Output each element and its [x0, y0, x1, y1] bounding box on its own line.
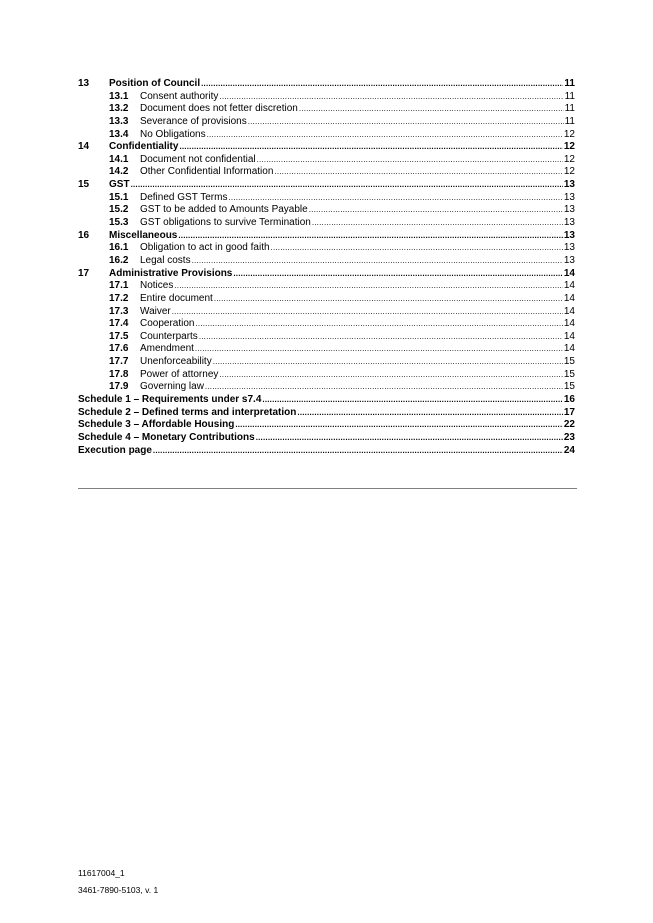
toc-entry-page: 12 — [563, 153, 575, 165]
table-of-contents — [78, 78, 575, 457]
toc-entry-page: 15 — [563, 356, 575, 368]
dot-leader — [233, 268, 563, 281]
toc-entry-page: 11 — [564, 90, 575, 102]
toc-subsection-16-2[interactable] — [78, 255, 575, 268]
toc-entry-number: 17.1 — [109, 280, 129, 292]
toc-entry-page: 13 — [563, 254, 575, 266]
toc-entry-page: 15 — [563, 368, 575, 380]
dot-leader — [219, 91, 563, 104]
toc-subsection-15-3[interactable] — [78, 217, 575, 230]
toc-entry-page: 12 — [563, 166, 575, 178]
horizontal-rule — [78, 488, 577, 489]
toc-entry-title: Notices — [140, 280, 174, 292]
toc-entry-title: No Obligations — [140, 128, 206, 140]
toc-subsection-17-7[interactable] — [78, 356, 575, 369]
dot-leader — [297, 407, 562, 420]
toc-entry-number: 17.2 — [109, 292, 129, 304]
toc-entry-page: 14 — [563, 305, 575, 317]
dot-leader — [201, 78, 563, 91]
toc-entry-title: Entire document — [140, 292, 213, 304]
dot-leader — [312, 217, 563, 230]
dot-leader — [256, 432, 563, 445]
toc-subsection-17-2[interactable] — [78, 293, 575, 306]
toc-entry-page: 13 — [563, 179, 575, 191]
dot-leader — [219, 369, 563, 382]
toc-entry-title: Obligation to act in good faith — [140, 242, 270, 254]
toc-schedule-1[interactable] — [78, 394, 575, 407]
toc-entry-page: 11 — [564, 78, 575, 89]
toc-entry-number: 16 — [78, 229, 90, 241]
toc-entry-number: 17.5 — [109, 330, 129, 342]
toc-entry-title: Schedule 2 – Defined terms and interpretation — [78, 406, 297, 418]
toc-entry-page: 11 — [564, 115, 575, 127]
toc-entry-title: GST to be added to Amounts Payable — [140, 204, 308, 216]
dot-leader — [235, 419, 563, 432]
toc-entry-number: 15.2 — [109, 204, 129, 216]
dot-leader — [228, 192, 562, 205]
toc-entry-title: Severance of provisions — [140, 115, 247, 127]
toc-section-14[interactable] — [78, 141, 575, 154]
dot-leader — [299, 103, 564, 116]
toc-entry-number: 15.1 — [109, 191, 129, 203]
toc-entry-title: Cooperation — [140, 318, 195, 330]
footer-reference: 3461-7890-5103, v. 1 — [78, 885, 159, 895]
toc-subsection-17-4[interactable] — [78, 318, 575, 331]
toc-entry-page: 14 — [563, 330, 575, 342]
toc-entry-title: Confidentiality — [109, 141, 179, 153]
toc-subsection-13-1[interactable] — [78, 91, 575, 104]
toc-entry-page: 15 — [563, 381, 575, 393]
dot-leader — [271, 242, 563, 255]
toc-subsection-14-2[interactable] — [78, 166, 575, 179]
toc-entry-page: 13 — [563, 204, 575, 216]
dot-leader — [174, 280, 563, 293]
toc-entry-title: Unenforceability — [140, 356, 212, 368]
toc-entry-page: 14 — [563, 280, 575, 292]
toc-entry-page: 24 — [563, 444, 575, 456]
dot-leader — [213, 356, 563, 369]
toc-entry-number: 14.2 — [109, 166, 129, 178]
dot-leader — [172, 306, 563, 319]
dot-leader — [274, 166, 562, 179]
toc-entry-number: 15 — [78, 179, 90, 191]
toc-entry-page: 13 — [563, 229, 575, 241]
toc-schedule-2[interactable] — [78, 407, 575, 420]
toc-subsection-15-2[interactable] — [78, 204, 575, 217]
toc-schedule-3[interactable] — [78, 419, 575, 432]
toc-entry-number: 17.7 — [109, 356, 129, 368]
toc-subsection-17-9[interactable] — [78, 381, 575, 394]
toc-entry-number: 13.2 — [109, 103, 129, 115]
toc-subsection-17-5[interactable] — [78, 331, 575, 344]
toc-subsection-17-3[interactable] — [78, 306, 575, 319]
toc-section-13[interactable] — [78, 78, 575, 91]
dot-leader — [179, 141, 562, 154]
toc-entry-number: 16.1 — [109, 242, 129, 254]
toc-entry-number: 15.3 — [109, 217, 129, 229]
toc-subsection-17-8[interactable] — [78, 369, 575, 382]
toc-entry-number: 14 — [78, 141, 90, 153]
page-footer — [78, 865, 158, 899]
toc-entry-page: 13 — [563, 191, 575, 203]
toc-entry-title: Schedule 3 – Affordable Housing — [78, 419, 235, 431]
toc-subsection-13-4[interactable] — [78, 129, 575, 142]
dot-leader — [199, 331, 563, 344]
dot-leader — [207, 129, 563, 142]
dot-leader — [195, 343, 563, 356]
toc-entry-page: 13 — [563, 242, 575, 254]
toc-entry-number: 17.4 — [109, 318, 129, 330]
dot-leader — [131, 179, 563, 192]
toc-entry-page: 14 — [563, 318, 575, 330]
dot-leader — [309, 204, 563, 217]
toc-subsection-14-1[interactable] — [78, 154, 575, 167]
toc-entry-title: Amendment — [140, 343, 194, 355]
toc-entry-title: Waiver — [140, 305, 171, 317]
dot-leader — [248, 116, 564, 129]
toc-subsection-16-1[interactable] — [78, 242, 575, 255]
toc-entry-title: GST — [109, 179, 130, 191]
toc-entry-page: 14 — [563, 267, 575, 279]
toc-entry-title: Schedule 4 – Monetary Contributions — [78, 431, 255, 443]
toc-entry-number: 17.9 — [109, 381, 129, 393]
toc-entry-page: 14 — [563, 292, 575, 304]
toc-entry-page: 23 — [563, 431, 575, 443]
toc-section-16[interactable] — [78, 230, 575, 243]
footer-doc-id: 11617004_1 — [78, 868, 125, 878]
toc-entry-number: 16.2 — [109, 254, 129, 266]
toc-subsection-13-3[interactable] — [78, 116, 575, 129]
toc-subsection-17-6[interactable] — [78, 343, 575, 356]
toc-entry-page: 12 — [563, 141, 575, 153]
dot-leader — [262, 394, 562, 407]
toc-entry-page: 11 — [564, 103, 575, 115]
toc-entry-page: 13 — [563, 217, 575, 229]
toc-entry-title: Position of Council — [109, 78, 201, 89]
dot-leader — [192, 255, 563, 268]
toc-section-15[interactable] — [78, 179, 575, 192]
toc-entry-number: 17 — [78, 267, 90, 279]
toc-entry-title: Defined GST Terms — [140, 191, 228, 203]
dot-leader — [195, 318, 562, 331]
toc-entry-title: Power of attorney — [140, 368, 219, 380]
toc-entry-title: Governing law — [140, 381, 204, 393]
toc-entry-number: 13.4 — [109, 128, 129, 140]
toc-entry-page: 14 — [563, 343, 575, 355]
toc-subsection-15-1[interactable] — [78, 192, 575, 205]
toc-entry-number: 13 — [78, 78, 90, 89]
toc-schedule-5[interactable] — [78, 445, 575, 458]
toc-entry-page: 22 — [563, 419, 575, 431]
toc-entry-number: 17.3 — [109, 305, 129, 317]
toc-entry-number: 14.1 — [109, 153, 129, 165]
toc-entry-title: Execution page — [78, 444, 152, 456]
dot-leader — [214, 293, 563, 306]
toc-entry-title: Consent authority — [140, 90, 219, 102]
dot-leader — [205, 381, 563, 394]
toc-entry-title: Document not confidential — [140, 153, 256, 165]
toc-entry-number: 13.1 — [109, 90, 129, 102]
toc-schedule-4[interactable] — [78, 432, 575, 445]
toc-subsection-13-2[interactable] — [78, 103, 575, 116]
toc-subsection-17-1[interactable] — [78, 280, 575, 293]
toc-entry-number: 13.3 — [109, 115, 129, 127]
toc-section-17[interactable] — [78, 268, 575, 281]
dot-leader — [153, 445, 563, 458]
toc-entry-page: 16 — [563, 394, 575, 406]
toc-entry-title: Legal costs — [140, 254, 191, 266]
dot-leader — [257, 154, 563, 167]
toc-entry-title: Other Confidential Information — [140, 166, 274, 178]
toc-entry-title: Administrative Provisions — [109, 267, 233, 279]
toc-entry-title: Document does not fetter discretion — [140, 103, 298, 115]
toc-entry-title: GST obligations to survive Termination — [140, 217, 311, 229]
toc-entry-title: Counterparts — [140, 330, 198, 342]
toc-entry-page: 12 — [563, 128, 575, 140]
toc-entry-title: Schedule 1 – Requirements under s7.4 — [78, 394, 262, 406]
toc-entry-title: Miscellaneous — [109, 229, 178, 241]
toc-entry-number: 17.6 — [109, 343, 129, 355]
toc-entry-number: 17.8 — [109, 368, 129, 380]
toc-entry-page: 17 — [563, 406, 575, 418]
dot-leader — [178, 230, 563, 243]
